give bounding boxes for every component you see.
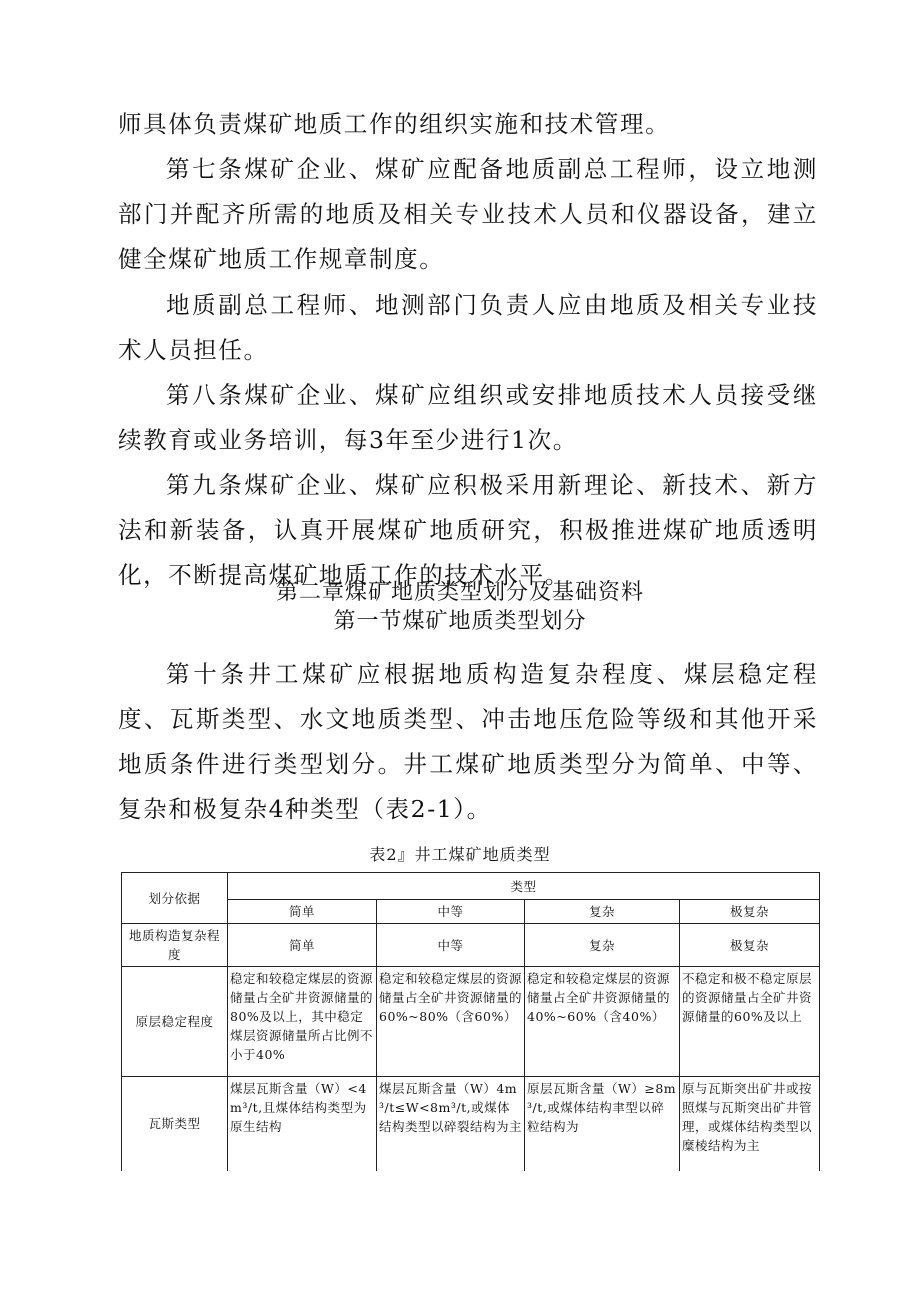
column-medium: 中等 (377, 900, 525, 924)
table-cell: 原与瓦斯突出矿井或按照煤与瓦斯突出矿井管理，或煤体结构类型以糜棱结构为主 (680, 1077, 820, 1171)
paragraph-continuation: 师具体负责煤矿地质工作的组织实施和技术管理。 (118, 110, 671, 138)
paragraph-deputy-engineer: 地质副总工程师、地测部门负责人应由地质及相关专业技术人员担任。 (118, 291, 818, 364)
table-cell: 稳定和较稳定煤层的资源储量占全矿井资源储量的60%~80%（含60%） (377, 967, 525, 1077)
row-label: 瓦斯类型 (122, 1077, 228, 1171)
paragraph-article-8: 第八条煤矿企业、煤矿应组织或安排地质技术人员接受继续教育或业务培训，每3年至少进行1次。 (118, 381, 818, 454)
row-label: 地质构造复杂程度 (122, 924, 228, 967)
paragraph-article-7: 第七条煤矿企业、煤矿应配备地质副总工程师，设立地测部门并配齐所需的地质及相关专业技术人员和仪器设备，建立健全煤矿地质工作规章制度。 (118, 155, 818, 273)
paragraph-article-9: 第九条煤矿企业、煤矿应积极采用新理论、新技术、新方法和新装备，认真开展煤矿地质研究，积极推进煤矿地质透明化，不断提高煤矿地质工作的技术水平。 (118, 471, 818, 589)
table-row (122, 924, 820, 967)
table-cell: 煤层瓦斯含量（W）4m³/t≤W<8m³/t,或煤体结构类型以碎裂结构为主 (377, 1077, 525, 1171)
paragraph-article-10: 第十条井工煤矿应根据地质构造复杂程度、煤层稳定程度、瓦斯类型、水文地质类型、冲击地压危险等级和其他开采地质条件进行类型划分。井工煤矿地质类型分为简单、中等、复杂和极复杂4种类型（表2-1）。 (118, 660, 818, 823)
table-row (122, 1077, 820, 1171)
section-heading: 第一节煤矿地质类型划分 (333, 609, 587, 634)
header-basis: 划分依据 (122, 873, 228, 924)
table-caption: 表2』井工煤矿地质类型 (369, 845, 551, 864)
table-cell: 复杂 (525, 924, 680, 967)
geology-type-table (121, 872, 820, 1171)
column-complex: 复杂 (525, 900, 680, 924)
table-cell: 煤层瓦斯含量（W）<4m³/t,且煤体结构类型为原生结构 (228, 1077, 377, 1171)
table-cell: 极复杂 (680, 924, 820, 967)
table-cell: 简单 (228, 924, 377, 967)
table-cell: 稳定和较稳定煤层的资源储量占全矿井资源储量的40%~60%（含40%） (525, 967, 680, 1077)
header-type: 类型 (228, 873, 820, 900)
table-row (122, 967, 820, 1077)
table-cell: 稳定和较稳定煤层的资源储量占全矿井资源储量的80%及以上，其中稳定煤层资源储量所占比例不小于40% (228, 967, 377, 1077)
column-very-complex: 极复杂 (680, 900, 820, 924)
chapter-heading: 第二章煤矿地质类型划分及基础资料 (275, 580, 644, 605)
table-cell: 原层瓦斯含量（W）≥8m³/t,或煤体结构聿型以碎粒结构为 (525, 1077, 680, 1171)
row-label: 原层稳定程度 (122, 967, 228, 1077)
column-simple: 简单 (228, 900, 377, 924)
table-header-row (122, 873, 820, 900)
table-cell: 中等 (377, 924, 525, 967)
table-cell: 不稳定和极不稳定原层的资源储量占全矿井资源储量的60%及以上 (680, 967, 820, 1077)
